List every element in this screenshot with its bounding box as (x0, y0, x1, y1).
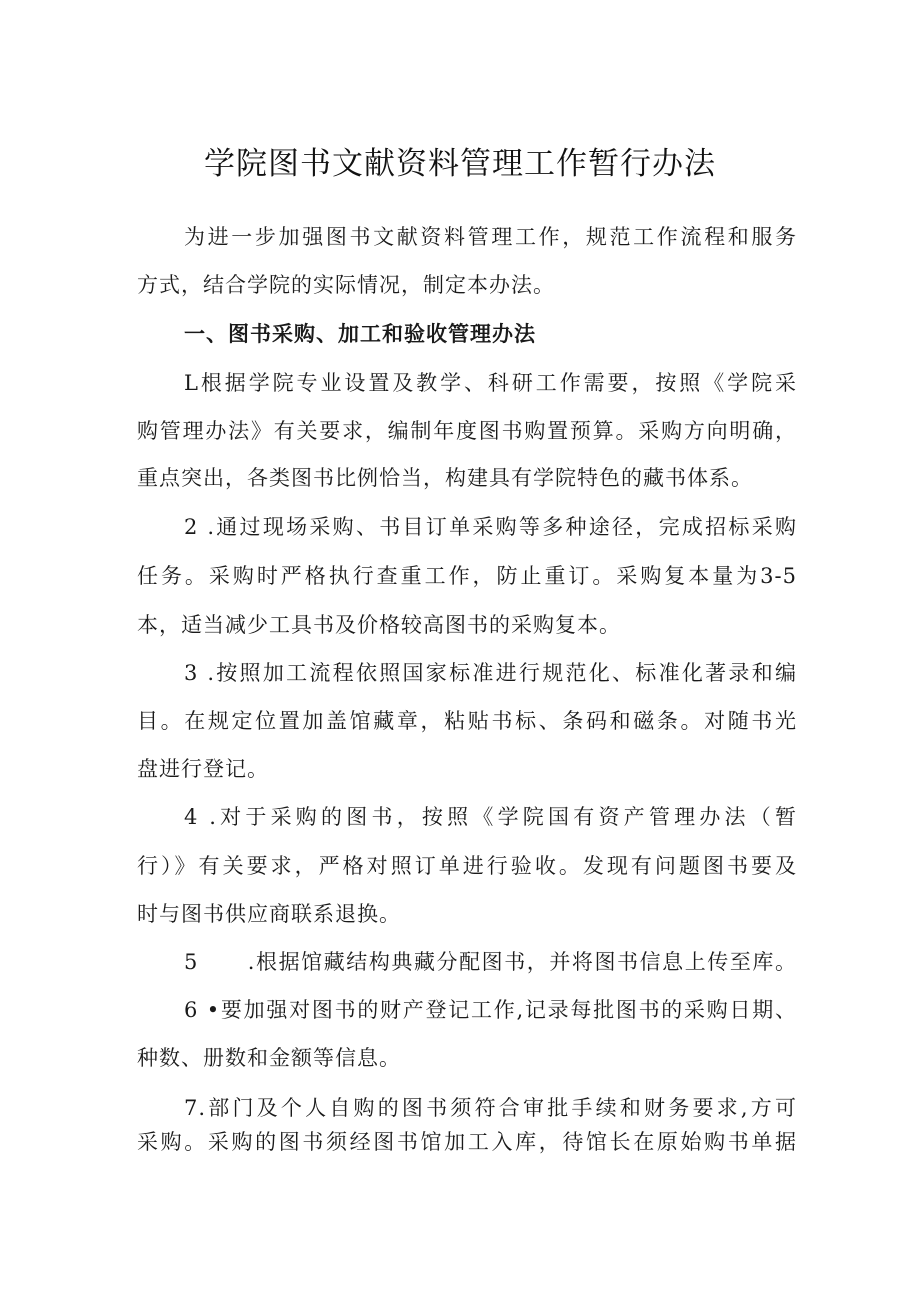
item3-line-3: 盘进行登记。 (137, 757, 269, 781)
section-heading: 一、图书采购、加工和验收管理办法 (184, 322, 536, 346)
intro-line-2: 方式，结合学院的实际情况，制定本办法。 (137, 273, 555, 297)
item1-line-1: L根据学院专业设置及教学、科研工作需要，按照《学院采 (184, 371, 797, 395)
item4-line-2: 行）》有关要求，严格对照订单进行验收。发现有问题图书要及 (137, 854, 797, 878)
item2-line-3: 本，适当减少工具书及价格较高图书的采购复本。 (137, 613, 621, 637)
intro-line-1: 为进一步加强图书文献资料管理工作，规范工作流程和服务 (184, 225, 797, 249)
item3-line-2: 目。在规定位置加盖馆藏章，粘贴书标、条码和磁条。对随书光 (137, 709, 797, 733)
item1-line-2: 购管理办法》有关要求，编制年度图书购置预算。采购方向明确， (137, 419, 797, 443)
item2-line-1: 2 .通过现场采购、书目订单采购等多种途径，完成招标采购 (184, 515, 797, 539)
item2-line-2: 任务。采购时严格执行查重工作，防止重订。采购复本量为3-5 (137, 564, 797, 588)
document-title: 学院图书文献资料管理工作暂行办法 (204, 146, 716, 182)
item3-line-1: 3 .按照加工流程依照国家标准进行规范化、标准化著录和编 (184, 661, 797, 685)
item7-line-2: 采购。采购的图书须经图书馆加工入库，待馆长在原始购书单据 (137, 1130, 797, 1154)
item6-line-2: 种数、册数和金额等信息。 (137, 1046, 401, 1070)
item5-line-1: 5 .根据馆藏结构典藏分配图书，并将图书信息上传至库。 (184, 950, 797, 974)
item6-line-1: 6 •要加强对图书的财产登记工作,记录每批图书的采购日期、 (184, 998, 797, 1022)
item4-line-1: 4 .对于采购的图书，按照《学院国有资产管理办法（暂 (184, 805, 797, 829)
item7-line-1: 7.部门及个人自购的图书须符合审批手续和财务要求,方可 (184, 1096, 797, 1120)
item1-line-3: 重点突出，各类图书比例恰当，构建具有学院特色的藏书体系。 (137, 466, 753, 490)
item4-line-3: 时与图书供应商联系退换。 (137, 902, 401, 926)
